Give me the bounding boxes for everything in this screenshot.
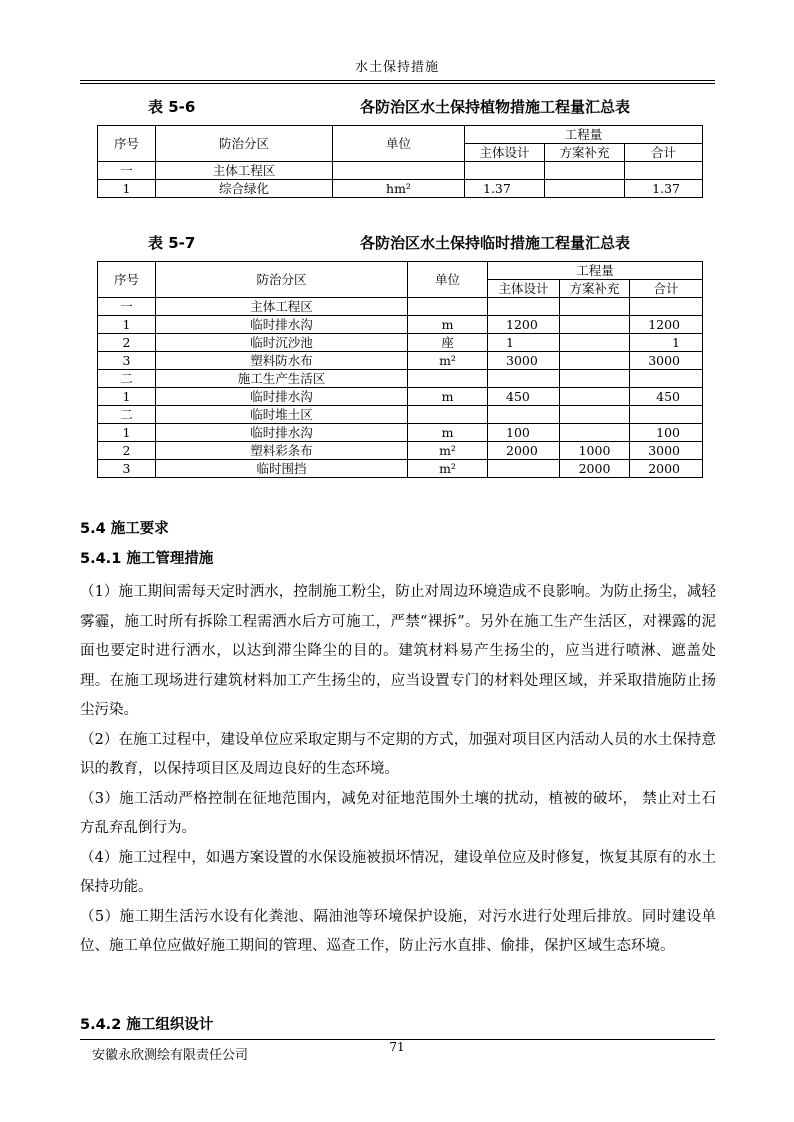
table-row	[98, 316, 703, 334]
header-supp: 方案补充	[545, 144, 625, 162]
header-supp: 方案补充	[560, 280, 630, 298]
cell-supp: 1000	[560, 442, 630, 460]
cell-total: 3000	[630, 442, 703, 460]
cell-total	[630, 370, 703, 388]
header-main: 主体设计	[488, 280, 560, 298]
body-paragraphs	[80, 578, 716, 962]
cell-main: 1.37	[465, 180, 545, 198]
table-row	[98, 162, 703, 180]
cell-seq: 2	[98, 442, 156, 460]
section-5-4-heading: 5.4 施工要求	[80, 521, 169, 537]
cell-seq: 二	[98, 370, 156, 388]
table2-header-row	[98, 262, 703, 280]
cell-total: 2000	[630, 460, 703, 478]
cell-seq: 1	[98, 388, 156, 406]
table-row	[98, 180, 703, 198]
cell-main: 1	[488, 334, 560, 352]
cell-total: 100	[630, 424, 703, 442]
table-row	[98, 460, 703, 478]
cell-unit: m	[408, 424, 488, 442]
header-zone: 防治分区	[156, 262, 408, 298]
cell-total: 450	[630, 388, 703, 406]
cell-seq: 一	[98, 298, 156, 316]
header-main: 主体设计	[465, 144, 545, 162]
cell-main: 100	[488, 424, 560, 442]
cell-zone: 临时围挡	[156, 460, 408, 478]
paragraph: （2）在施工过程中，建设单位应采取定期与不定期的方式，加强对项目区内活动人员的水土保持意识的教育，以保持项目区及周边良好的生态环境。	[80, 731, 716, 777]
cell-unit: m	[408, 316, 488, 334]
table-row	[98, 424, 703, 442]
cell-seq: 1	[98, 424, 156, 442]
cell-zone: 塑料彩条布	[156, 442, 408, 460]
table-row	[98, 442, 703, 460]
table-row	[98, 370, 703, 388]
cell-supp	[560, 424, 630, 442]
cell-main	[488, 406, 560, 424]
cell-seq: 1	[98, 180, 156, 198]
table2	[97, 261, 703, 478]
cell-zone: 主体工程区	[156, 298, 408, 316]
header-unit: 单位	[408, 262, 488, 298]
paragraph: （3）施工活动严格控制在征地范围内，减免对征地范围外土壤的扰动，植被的破坏， 禁止对土石方乱弃乱倒行为。	[80, 790, 716, 836]
cell-seq: 1	[98, 316, 156, 334]
cell-unit: m²	[408, 352, 488, 370]
cell-seq: 3	[98, 352, 156, 370]
cell-seq: 一	[98, 162, 156, 180]
table-row	[98, 334, 703, 352]
cell-main	[488, 298, 560, 316]
page-header-title: 水土保持措施	[354, 60, 439, 75]
cell-total: 3000	[630, 352, 703, 370]
table-row	[98, 298, 703, 316]
cell-unit	[408, 406, 488, 424]
cell-main	[488, 370, 560, 388]
cell-supp	[560, 298, 630, 316]
header-total: 合计	[625, 144, 703, 162]
cell-unit: m	[408, 388, 488, 406]
cell-total	[630, 298, 703, 316]
cell-total	[630, 406, 703, 424]
section-5-4-2-heading: 5.4.2 施工组织设计	[80, 1017, 214, 1033]
header-quantity: 工程量	[488, 262, 703, 280]
cell-unit: hm²	[333, 180, 465, 198]
table1-header-row	[98, 126, 703, 144]
cell-unit	[408, 370, 488, 388]
cell-supp	[545, 162, 625, 180]
cell-main	[488, 460, 560, 478]
cell-total	[625, 162, 703, 180]
cell-zone: 临时排水沟	[156, 388, 408, 406]
cell-supp: 2000	[560, 460, 630, 478]
paragraph: （4）施工过程中，如遇方案设置的水保设施被损坏情况，建设单位应及时修复，恢复其原有的水土保持功能。	[80, 849, 716, 895]
header-total: 合计	[630, 280, 703, 298]
cell-supp	[560, 370, 630, 388]
header-rule	[80, 80, 715, 81]
header-quantity: 工程量	[465, 126, 703, 144]
paragraph: （1）施工期间需每天定时洒水，控制施工粉尘，防止对周边环境造成不良影响。为防止扬尘，减轻雾霾，施工时所有拆除工程需洒水后方可施工，严禁“裸拆”。另外在施工生产生活区，对裸露的泥面也要定时进行洒水，以达到滞尘降尘的目的。建筑材料易产生扬尘的，应当进行喷淋、遮盖处理。在施工现场进行建筑材料加工产生扬尘的，应当设置专门的材料处理区域，并采取措施防止扬尘污染。	[80, 584, 716, 718]
cell-unit: m²	[408, 460, 488, 478]
cell-supp	[560, 388, 630, 406]
cell-zone: 临时堆土区	[156, 406, 408, 424]
cell-zone: 临时排水沟	[156, 316, 408, 334]
cell-total: 1200	[630, 316, 703, 334]
cell-unit: 座	[408, 334, 488, 352]
cell-zone: 综合绿化	[156, 180, 333, 198]
paragraph: （5）施工期生活污水设有化粪池、隔油池等环境保护设施，对污水进行处理后排放。同时建设单位、施工单位应做好施工期间的管理、巡查工作，防止污水直排、偷排，保护区域生态环境。	[80, 908, 716, 954]
cell-zone: 临时排水沟	[156, 424, 408, 442]
table-row	[98, 406, 703, 424]
header-unit: 单位	[333, 126, 465, 162]
cell-unit	[333, 162, 465, 180]
section-5-4-1-heading: 5.4.1 施工管理措施	[80, 551, 214, 567]
cell-total: 1	[630, 334, 703, 352]
cell-main	[465, 162, 545, 180]
table1-number: 表 5-6	[148, 98, 196, 116]
cell-main: 3000	[488, 352, 560, 370]
page-number: 71	[389, 1040, 405, 1054]
cell-main: 1200	[488, 316, 560, 334]
table-row	[98, 352, 703, 370]
cell-zone: 施工生产生活区	[156, 370, 408, 388]
table1-title: 各防治区水土保持植物措施工程量汇总表	[360, 98, 631, 116]
cell-supp	[560, 316, 630, 334]
cell-seq: 3	[98, 460, 156, 478]
footer-company: 安徽永欣测绘有限责任公司	[92, 1048, 249, 1063]
cell-main: 450	[488, 388, 560, 406]
cell-seq: 2	[98, 334, 156, 352]
cell-seq: 二	[98, 406, 156, 424]
cell-unit	[408, 298, 488, 316]
cell-zone: 主体工程区	[156, 162, 333, 180]
cell-supp	[545, 180, 625, 198]
cell-supp	[560, 406, 630, 424]
header-seq: 序号	[98, 126, 156, 162]
cell-supp	[560, 334, 630, 352]
table2-number: 表 5-7	[148, 234, 196, 252]
cell-zone: 塑料防水布	[156, 352, 408, 370]
table-row	[98, 388, 703, 406]
cell-main: 2000	[488, 442, 560, 460]
table1	[97, 125, 703, 198]
table2-title: 各防治区水土保持临时措施工程量汇总表	[360, 234, 631, 252]
cell-unit: m²	[408, 442, 488, 460]
cell-zone: 临时沉沙池	[156, 334, 408, 352]
header-rule-thin	[80, 83, 715, 84]
header-seq: 序号	[98, 262, 156, 298]
cell-total: 1.37	[625, 180, 703, 198]
header-zone: 防治分区	[156, 126, 333, 162]
cell-supp	[560, 352, 630, 370]
